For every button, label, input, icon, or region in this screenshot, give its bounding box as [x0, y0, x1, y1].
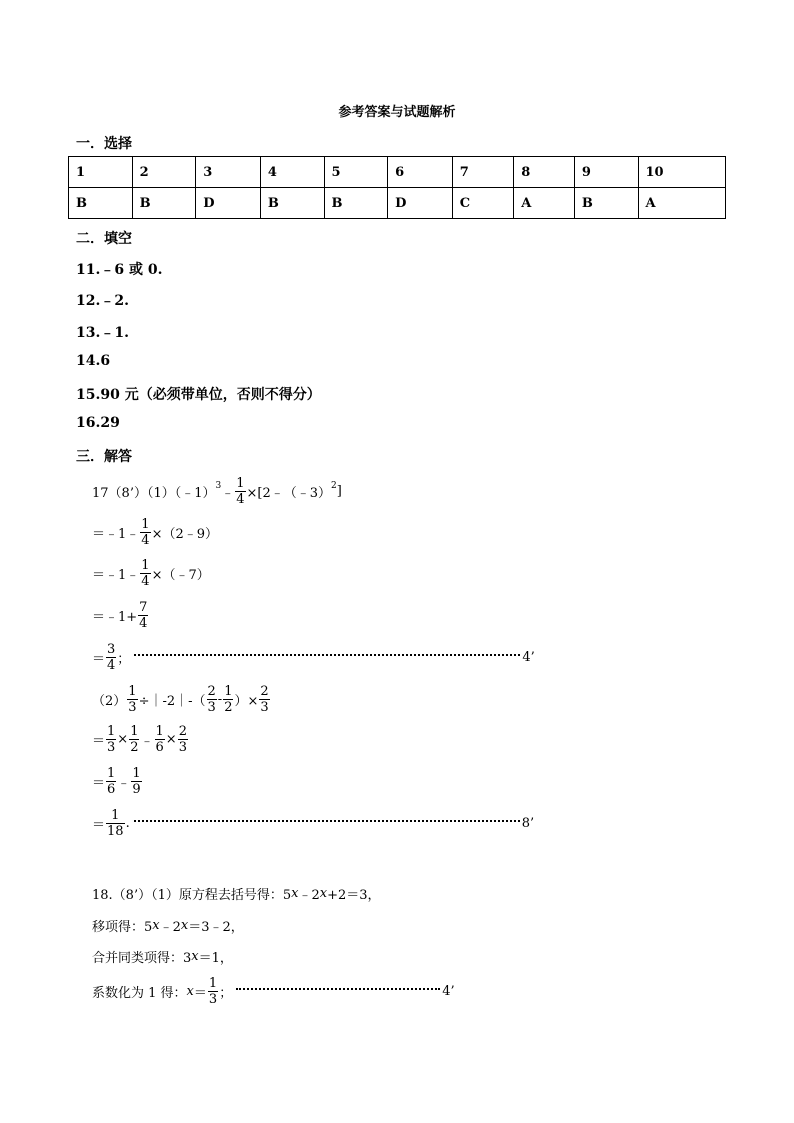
score-mark: 8’: [521, 816, 535, 831]
q18-text: ＝1，: [198, 951, 233, 966]
numerator: 1: [141, 558, 150, 573]
q18-line-3: [92, 947, 233, 966]
q18-text: 移项得：5: [92, 920, 153, 935]
fraction: [235, 476, 245, 507]
q17-line-2: [92, 517, 218, 548]
section-heading-solve: 三．解答: [76, 449, 132, 465]
fraction: [106, 808, 125, 839]
fraction: [259, 684, 269, 715]
denominator: 2: [224, 700, 233, 715]
dot-leader: [134, 820, 520, 822]
q17-text: ）×: [234, 694, 259, 709]
q18-text: ﹣2: [298, 888, 320, 903]
q17-text: ÷｜-2｜-（: [138, 694, 206, 709]
fraction: [138, 600, 148, 631]
answer-table-number-row: [69, 157, 726, 188]
q17-line-5: [92, 642, 535, 673]
denominator: 4: [141, 533, 150, 548]
table-cell: B: [69, 188, 133, 219]
section-heading-fill: 二．填空: [76, 231, 132, 247]
numerator: 2: [207, 684, 216, 699]
q18-text: 18.（8’）（1）原方程去括号得：5: [92, 888, 292, 903]
q17-text: ×（﹣7）: [151, 568, 210, 583]
q17-text: ×: [117, 732, 129, 747]
denominator: 18: [107, 824, 124, 839]
answer-table-answer-row: [69, 188, 726, 219]
fill-answer-12: 12.﹣2.: [76, 293, 129, 309]
page-title: 参考答案与试题解析: [338, 105, 456, 120]
numerator: 1: [224, 684, 233, 699]
table-cell: 3: [196, 157, 261, 188]
q17-line-8: [92, 808, 534, 839]
q18-text: ＝: [193, 986, 207, 1001]
q17-text: ﹣: [140, 734, 154, 749]
q17-text: ×: [165, 732, 177, 747]
q17-text: ＝﹣1﹣: [92, 568, 140, 583]
score-mark: 4’: [522, 650, 535, 665]
q17-text: ＝: [92, 734, 106, 749]
q17-text: ﹣: [117, 776, 131, 791]
q18-line-2: [92, 916, 244, 935]
denominator: 6: [155, 740, 164, 755]
denominator: 9: [132, 782, 141, 797]
answer-table: [68, 156, 726, 219]
table-cell: 5: [324, 157, 388, 188]
q18-line-1: [92, 884, 381, 903]
exponent: 2: [331, 480, 337, 491]
denominator: 6: [107, 782, 116, 797]
table-cell: B: [574, 188, 638, 219]
denominator: 3: [107, 740, 116, 755]
denominator: 3: [128, 700, 137, 715]
denominator: 3: [207, 700, 216, 715]
table-cell: 8: [514, 157, 575, 188]
fraction: [106, 642, 116, 673]
table-cell: 7: [452, 157, 514, 188]
table-cell: B: [324, 188, 388, 219]
fraction: [223, 684, 233, 715]
q18-line-4: [92, 976, 455, 1007]
denominator: 4: [107, 658, 116, 673]
table-cell: 10: [638, 157, 726, 188]
table-cell: 4: [260, 157, 324, 188]
q18-text: ＝3﹣2，: [188, 920, 244, 935]
fill-answer-14: 14.6: [76, 353, 111, 369]
variable: x: [152, 918, 160, 933]
q17-text: ]: [336, 484, 342, 499]
fill-answer-11: 11.﹣6 或 0.: [76, 262, 163, 278]
q17-text: ﹣: [221, 486, 235, 501]
numerator: 3: [107, 642, 116, 657]
q17-line-3: [92, 558, 210, 589]
q17-line-1: [92, 476, 342, 507]
table-cell: 9: [574, 157, 638, 188]
fill-answer-16: 16.29: [76, 415, 120, 431]
fill-answer-13: 13.﹣1.: [76, 325, 129, 341]
denominator: 3: [208, 992, 218, 1007]
q17-text: .: [125, 816, 130, 831]
q17-text: （2）: [92, 694, 127, 709]
table-cell: C: [452, 188, 514, 219]
score-mark: 4’: [442, 984, 455, 999]
q17-text: -: [217, 692, 223, 707]
fraction: [127, 684, 137, 715]
denominator: 4: [236, 492, 245, 507]
q18-text: ﹣2: [159, 920, 181, 935]
q17-text: ＝﹣1+: [92, 610, 138, 625]
variable: x: [186, 984, 194, 999]
denominator: 2: [130, 740, 139, 755]
fraction: [106, 766, 116, 797]
numerator: 7: [139, 600, 148, 615]
denominator: 3: [260, 700, 269, 715]
q17-text: ×（2﹣9）: [151, 527, 218, 542]
dot-leader: [134, 654, 520, 656]
section-heading-mc: 一．选择: [76, 136, 132, 152]
fraction: [129, 724, 139, 755]
variable: x: [319, 886, 328, 901]
table-cell: B: [260, 188, 324, 219]
table-cell: 6: [388, 157, 453, 188]
fraction: [140, 517, 150, 548]
denominator: 4: [139, 616, 148, 631]
q17-line-7: [92, 766, 143, 797]
table-cell: 1: [69, 157, 133, 188]
q18-text: 系数化为 1 得：: [92, 986, 187, 1001]
numerator: 1: [236, 476, 245, 491]
q17-line-4: [92, 600, 149, 631]
numerator: 2: [260, 684, 269, 699]
dot-leader: [236, 988, 440, 990]
fraction: [208, 976, 218, 1007]
numerator: 1: [208, 976, 218, 991]
numerator: 1: [107, 766, 116, 781]
q17-part2-line: [92, 684, 271, 715]
q18-text: 合并同类项得：3: [92, 951, 192, 966]
fraction: [207, 684, 217, 715]
numerator: 1: [128, 684, 137, 699]
fraction: [106, 724, 116, 755]
table-cell: A: [638, 188, 726, 219]
numerator: 1: [132, 766, 141, 781]
fraction: [155, 724, 165, 755]
denominator: 3: [178, 740, 187, 755]
q17-text: ；: [117, 652, 131, 667]
variable: x: [180, 918, 189, 933]
table-cell: D: [196, 188, 261, 219]
variable: x: [191, 949, 199, 964]
numerator: 1: [111, 808, 120, 823]
table-cell: D: [388, 188, 453, 219]
fill-answer-15: 15.90 元（必须带单位，否则不得分）: [76, 387, 321, 403]
q17-text: ×[2﹣（﹣3）: [246, 486, 332, 501]
denominator: 4: [141, 574, 150, 589]
table-cell: 2: [132, 157, 196, 188]
q18-text: +2＝3，: [327, 888, 381, 903]
q17-text: ＝: [92, 652, 106, 667]
fraction: [131, 766, 141, 797]
exponent: 3: [215, 480, 222, 491]
fraction: [178, 724, 188, 755]
numerator: 1: [130, 724, 139, 739]
q17-line-6: [92, 724, 189, 755]
numerator: 1: [155, 724, 164, 739]
q17-text: ＝: [92, 776, 106, 791]
q17-text: ＝﹣1﹣: [92, 527, 140, 542]
numerator: 2: [178, 724, 187, 739]
q18-text: ；: [219, 986, 233, 1001]
fraction: [140, 558, 150, 589]
table-cell: B: [132, 188, 196, 219]
q17-text: ＝: [92, 818, 106, 833]
q17-text: 17（8’）（1）（﹣1）: [92, 486, 216, 501]
table-cell: A: [514, 188, 575, 219]
numerator: 1: [107, 724, 116, 739]
numerator: 1: [141, 517, 150, 532]
variable: x: [291, 886, 299, 901]
